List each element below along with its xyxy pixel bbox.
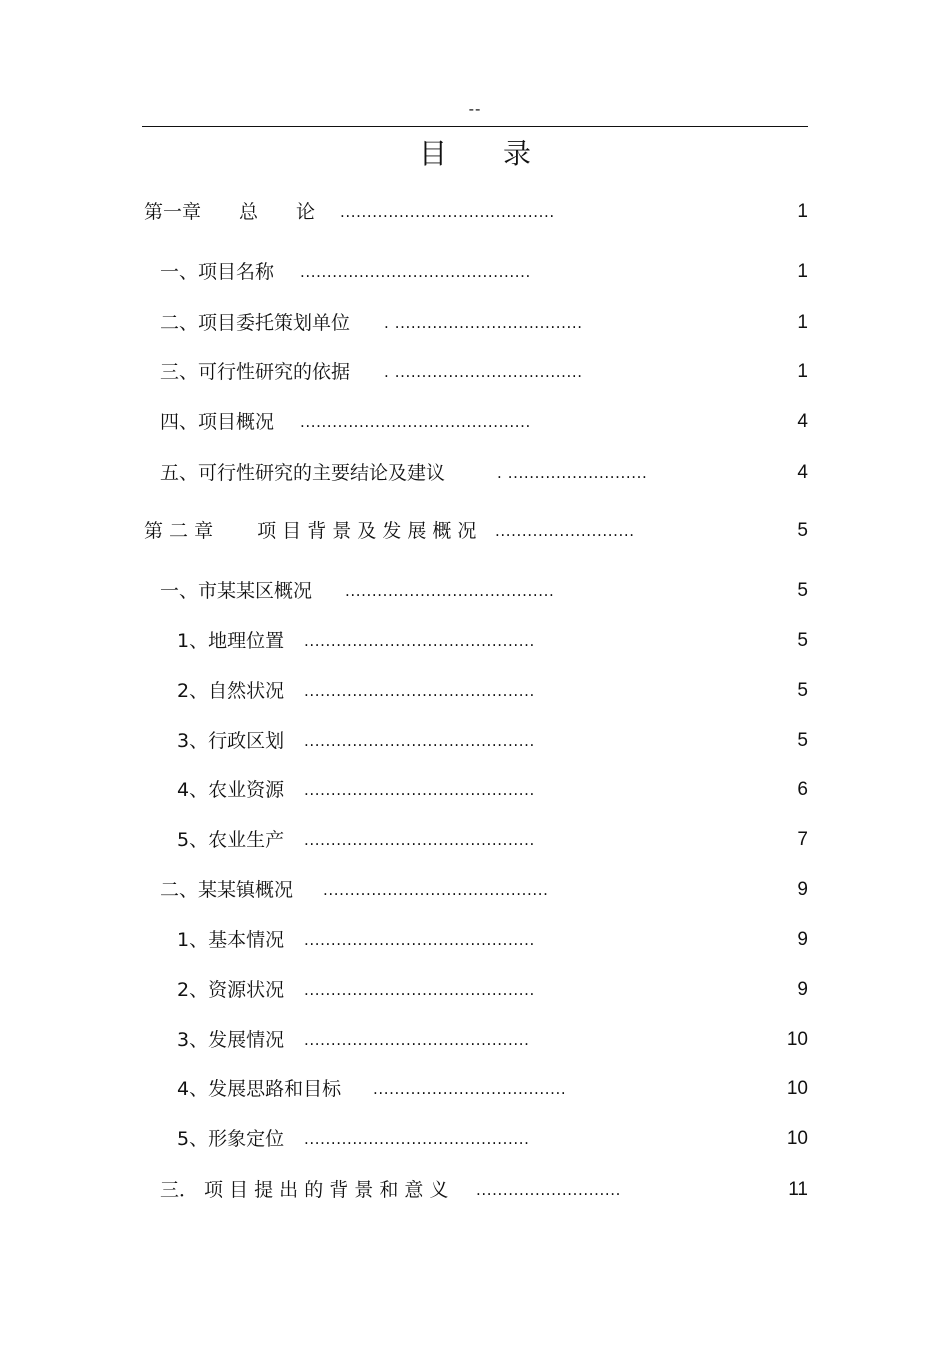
- toc-leader-dots: ........................................: [340, 203, 555, 221]
- toc-leader-dots: ...........................................: [304, 682, 535, 700]
- toc-entry[interactable]: [0, 459, 950, 487]
- toc-entry[interactable]: [0, 358, 950, 386]
- toc-entry[interactable]: [0, 776, 950, 804]
- toc-entry[interactable]: [0, 309, 950, 337]
- toc-entry[interactable]: [0, 876, 950, 904]
- toc-entry-label: 3、行政区划: [177, 730, 285, 752]
- toc-entry-label: 4、发展思路和目标: [177, 1078, 342, 1100]
- toc-leader-dots: ...........................................: [300, 413, 531, 431]
- toc-entry[interactable]: [0, 627, 950, 655]
- toc-page-number: 9: [797, 979, 808, 1000]
- toc-page-number: 5: [797, 580, 808, 601]
- toc-page-number: 4: [797, 462, 808, 483]
- toc-entry-label: 三、可行性研究的依据: [160, 361, 351, 383]
- toc-entry-chapter-2[interactable]: [0, 517, 950, 545]
- toc-entry[interactable]: [0, 1075, 950, 1103]
- toc-entry[interactable]: [0, 826, 950, 854]
- toc-entry-label: 1、基本情况: [177, 929, 285, 951]
- toc-leader-dots: ...........................................: [304, 732, 535, 750]
- toc-entry[interactable]: [0, 727, 950, 755]
- toc-page-number: 9: [797, 929, 808, 950]
- toc-entry-chapter-1[interactable]: [0, 198, 950, 226]
- toc-title: 目 录: [418, 137, 531, 170]
- toc-entry[interactable]: [0, 408, 950, 436]
- toc-leader-dots: ..........................................: [323, 881, 549, 899]
- toc-page-number: 10: [786, 1128, 808, 1149]
- toc-entry-label: 2、自然状况: [177, 680, 285, 702]
- toc-leader-dots: ...........................................: [300, 263, 531, 281]
- toc-leader-dots: ..........................................: [304, 1130, 530, 1148]
- toc-page-number: 10: [786, 1078, 808, 1099]
- toc-leader-dots: ...........................................: [304, 831, 535, 849]
- toc-page-number: 1: [797, 312, 808, 333]
- toc-page-number: 9: [797, 879, 808, 900]
- toc-leader-dots: ..........................................: [304, 1031, 530, 1049]
- toc-entry-label: 第 二 章 项 目 背 景 及 发 展 概 况: [144, 520, 477, 542]
- toc-entry-label: 1、地理位置: [177, 630, 285, 652]
- toc-entry[interactable]: [0, 1026, 950, 1054]
- toc-leader-dots: .......................................: [345, 582, 555, 600]
- toc-page-number: 5: [797, 520, 808, 541]
- toc-entry-label: 第一章 总 论: [144, 201, 316, 223]
- toc-entry[interactable]: [0, 677, 950, 705]
- toc-entry-label: 四、项目概况: [160, 411, 275, 433]
- toc-leader-dots: ...........................................: [304, 781, 535, 799]
- toc-page-number: 6: [797, 779, 808, 800]
- toc-page-number: 1: [797, 201, 808, 222]
- toc-entry-label: 5、形象定位: [177, 1128, 285, 1150]
- toc-page-number: 5: [797, 680, 808, 701]
- toc-entry-label: 5、农业生产: [177, 829, 285, 851]
- toc-page-number: 1: [797, 261, 808, 282]
- toc-entry[interactable]: [0, 577, 950, 605]
- header-divider: [142, 126, 808, 127]
- toc-entry-label: 二、项目委托策划单位: [160, 312, 351, 334]
- toc-entry[interactable]: [0, 1125, 950, 1153]
- toc-leader-dots: . ...................................: [384, 314, 583, 332]
- toc-page-number: 11: [788, 1179, 808, 1200]
- toc-entry-label: 3、发展情况: [177, 1029, 285, 1051]
- toc-entry-label: 二、某某镇概况: [160, 879, 294, 901]
- toc-page-number: 7: [797, 829, 808, 850]
- page-header-mark: --: [468, 100, 482, 118]
- toc-leader-dots: ....................................: [373, 1080, 567, 1098]
- toc-entry[interactable]: [0, 976, 950, 1004]
- toc-leader-dots: ...........................................: [304, 632, 535, 650]
- toc-leader-dots: ..........................: [495, 522, 635, 540]
- toc-leader-dots: ...........................................: [304, 931, 535, 949]
- toc-page-number: 5: [797, 730, 808, 751]
- toc-entry-label: 一、市某某区概况: [160, 580, 313, 602]
- toc-leader-dots: . ..........................: [497, 464, 648, 482]
- toc-entry[interactable]: [0, 926, 950, 954]
- toc-page-number: 10: [786, 1029, 808, 1050]
- toc-entry-label: 三． 项 目 提 出 的 背 景 和 意 义: [160, 1179, 449, 1201]
- toc-entry-label: 4、农业资源: [177, 779, 285, 801]
- toc-page-number: 4: [797, 411, 808, 432]
- toc-page-number: 1: [797, 361, 808, 382]
- toc-leader-dots: . ...................................: [384, 363, 583, 381]
- toc-leader-dots: ...........................: [476, 1181, 621, 1199]
- toc-entry-label: 五、可行性研究的主要结论及建议: [160, 462, 446, 484]
- toc-entry-label: 一、项目名称: [160, 261, 275, 283]
- toc-page-number: 5: [797, 630, 808, 651]
- toc-entry[interactable]: [0, 258, 950, 286]
- toc-entry-label: 2、资源状况: [177, 979, 285, 1001]
- toc-leader-dots: ...........................................: [304, 981, 535, 999]
- toc-entry[interactable]: [0, 1176, 950, 1204]
